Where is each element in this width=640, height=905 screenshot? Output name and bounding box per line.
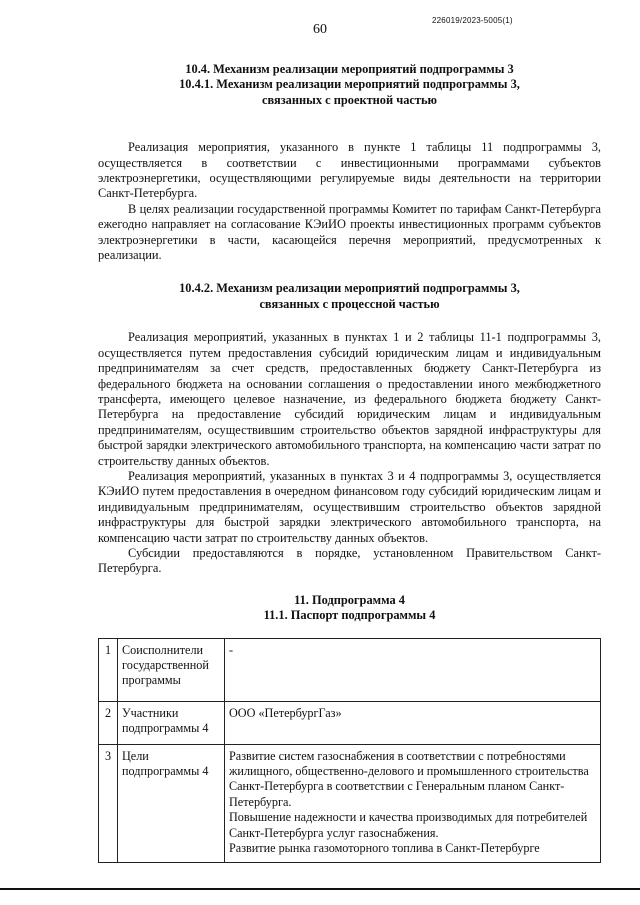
goal-text: Развитие рынка газомоторного топлива в Санкт-Петербурге [229,841,540,856]
page-number: 60 [313,22,327,37]
table-row [99,638,601,701]
document-code: 226019/2023-5005(1) [432,16,513,25]
passport-table [98,638,601,864]
section-heading-11-1: 11.1. Паспорт подпрограммы 4 [263,608,436,623]
section-heading-11: 11. Подпрограмма 4 [294,592,405,607]
section-heading-10-4: 10.4. Механизм реализации мероприятий подпрограммы 3 [185,62,514,76]
goal-text: Развитие систем газоснабжения в соответствии с потребностями жилищного, общественно-делового и промышленного строительства Санкт-Петербурга в соответствии с Генеральным планом Санкт-Петербурга. [229,748,589,809]
table-row [99,744,601,863]
row-value [225,744,601,863]
row-label: Соисполнители государственной программы [118,638,225,701]
section-heading-10-4-1-cont: связанных с проектной частью [261,92,438,107]
paragraph: Реализация мероприятия, указанного в пункте 1 таблицы 11 подпрограммы 3, осуществляется в соответствии с инвестиционными программами субъектов электроэнергетики, осуществляющими регулируемые виды деятельности на территории Санкт-Петербурга. [98,140,601,201]
section-heading-10-4-2-cont: связанных с процессной частью [259,296,440,311]
row-value: - [225,638,601,701]
row-number: 1 [99,638,118,701]
document-body [98,62,601,863]
row-value: ООО «ПетербургГаз» [225,701,601,744]
row-label: Участники подпрограммы 4 [118,701,225,744]
paragraph: В целях реализации государственной программы Комитет по тарифам Санкт-Петербурга ежегодно направляет на согласование КЭиИО проекты инвестиционных программ субъектов электроэнергетики в части, касающейся перечня мероприятий, предусмотренных к реализации. [98,201,601,263]
row-number: 2 [99,701,118,744]
row-number: 3 [99,744,118,863]
page-bottom-rule [0,888,640,890]
table-row [99,701,601,744]
row-label: Цели подпрограммы 4 [118,744,225,863]
paragraph: Субсидии предоставляются в порядке, установленном Правительством Санкт-Петербурга. [98,545,601,576]
section-heading-10-4-2: 10.4.2. Механизм реализации мероприятий подпрограммы 3, [179,281,520,296]
paragraph: Реализация мероприятий, указанных в пунктах 3 и 4 подпрограммы 3, осуществляется КЭиИО путем предоставления в очередном финансовом году субсидий юридическим лицам и индивидуальным предпринимателям, осуществившим строительство объектов зарядной инфраструктуры для быстрой зарядки электрического автомобильного транспорта, на компенсацию части затрат по строительству данных объектов. [98,468,601,545]
goal-text: Повышение надежности и качества производимых для потребителей Санкт-Петербурга услуг газоснабжения. [229,810,588,840]
paragraph: Реализация мероприятий, указанных в пунктах 1 и 2 таблицы 11-1 подпрограммы 3, осуществляется путем предоставления субсидий юридическим лицам и индивидуальным предпринимателям за счет средств, предоставленных бюджету Санкт-Петербурга из федерального бюджета на основании соглашения о предоставлении иного межбюджетного трансферта, имеющего целевое назначение, из федерального бюджета бюджету Санкт-Петербурга на предоставление субсидий юридическим лицам и индивидуальным предпринимателям, осуществившим строительство объектов зарядной инфраструктуры для быстрой зарядки электрического автомобильного транспорта, на компенсацию части затрат по строительству данных объектов. [98,330,601,468]
section-heading-10-4-1: 10.4.1. Механизм реализации мероприятий подпрограммы 3, [179,77,520,92]
